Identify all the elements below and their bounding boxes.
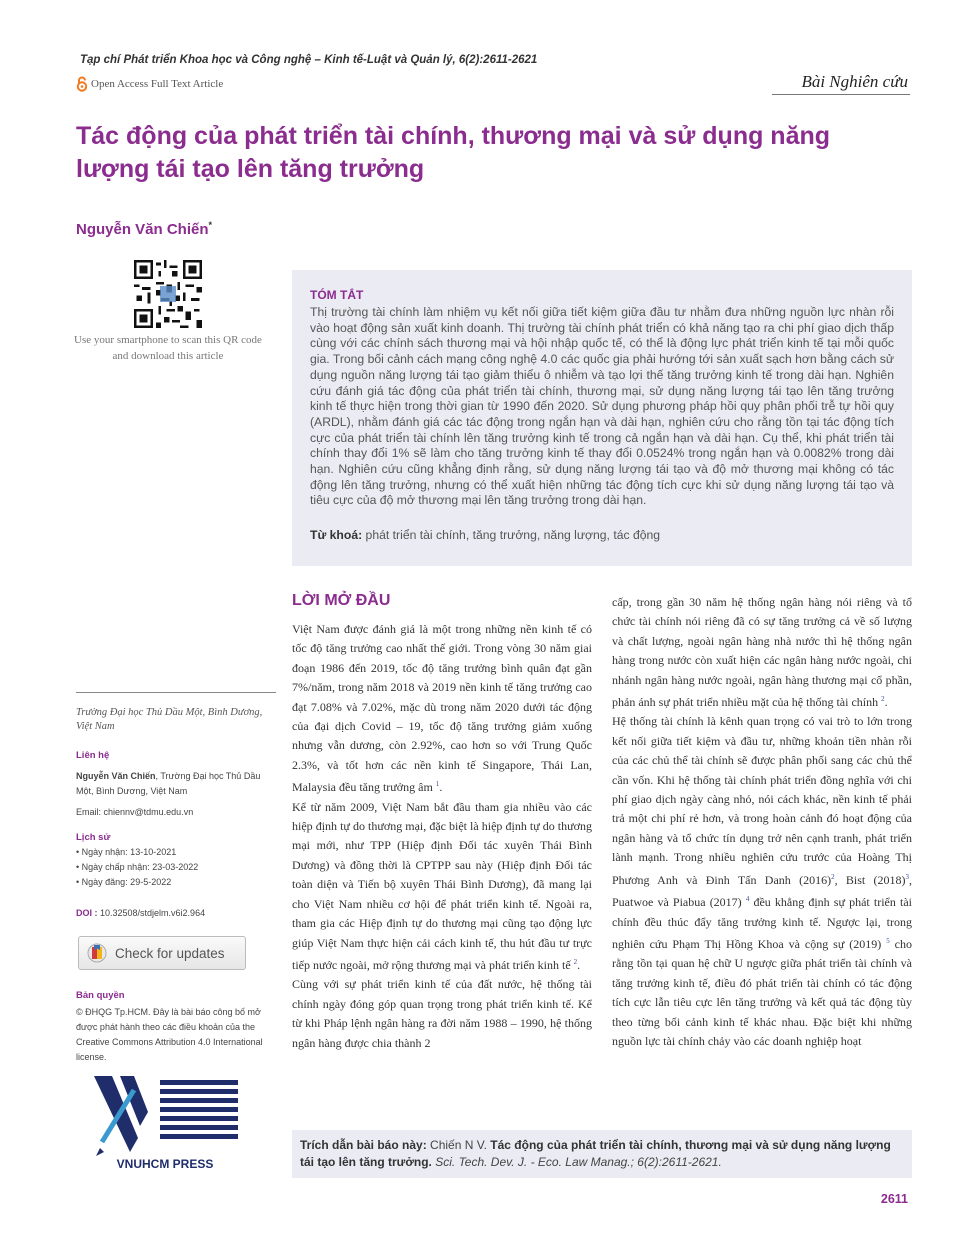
abstract-keywords [310,528,660,542]
sidebar-rule [76,692,276,693]
contact-block [76,748,272,820]
citation-ref[interactable]: 2 [573,957,578,966]
contact-email[interactable]: Email: chiennv@tdmu.edu.vn [76,807,194,817]
article-type: Bài Nghiên cứu [801,72,908,91]
press-name [117,1157,214,1171]
citation-ref[interactable]: 2 [831,872,835,881]
paragraph-text: . [884,695,888,710]
intro-column-2 [612,593,912,1051]
citation-ref[interactable]: 4 [745,895,750,904]
intro-paragraph [292,620,592,798]
doi-value: 10.32508/stdjelm.v6i2.964 [97,908,206,918]
paragraph-text: , Puatwoe và Piabua (2017) [612,872,912,910]
open-access-line [76,76,223,92]
accepted-date: • Ngày chấp nhận: 23-03-2022 [76,862,199,872]
check-updates-label: Check for updates [115,945,225,961]
copyright-block [76,988,276,1065]
citation-label: Trích dẫn bài báo này: [300,1138,427,1152]
citation-ref[interactable]: 2 [881,695,885,704]
copyright-text: © ĐHQG Tp.HCM. Đây là bài báo công bố mở được phát hành theo các điều khoản của the Creative Commons Attribution 4.0 International license. [76,1007,263,1062]
affiliation: Trường Đại học Thủ Dầu Một, Bình Dương, Việt Nam [76,707,263,732]
qr-caption: Use your smartphone to scan this QR code and download this article [74,334,262,362]
article-title: Tác động của phát triển tài chính, thương mại và sử dụng năng lượng tái tạo lên tăng trưởng [76,122,831,183]
contact-rest: , Trường Đại học Thủ Dầu Một, Bình Dương, Việt Nam [76,771,261,796]
check-for-updates-button[interactable] [78,936,246,970]
journal-line: Tạp chí Phát triển Khoa học và Công nghệ – Kinh tế-Luật và Quản lý, 6(2):2611-2621 [80,54,538,66]
qr-code-icon[interactable] [134,260,202,328]
keywords-label: Từ khoá: [310,528,363,542]
author-name: Nguyễn Văn Chiến [76,221,209,238]
paragraph-text: . [577,957,581,972]
open-access-icon [76,76,88,92]
intro-paragraph [292,798,592,976]
intro-heading: LỜI MỞ ĐẦU [292,592,391,609]
paragraph-text: Kể từ năm 2009, Việt Nam bắt đầu tham gia nhiều vào các hiệp định tự do thương mại, đặc biệt là hiệp định tự do thương mại mới, như TPP (Hiệp định Đối tác xuyên Thái Bình Dương) và đồng thời là CPTPP sau này (Hiệp định Đối tác toàn diện và Tiến bộ xuyên Thái Bình Dương), đã mang lại cho Việt Nam nhiều cơ hội để phát triển kinh tế. Ngoài ra, tham gia các Hiệp định tự do thương mại cũng tạo động lực giúp Việt Nam thực hiện cải cách kinh tế, thu hút đầu tư trực tiếp nước ngoài, mở rộng thương mại và phát triển kinh tế [292,799,592,972]
contact-text [76,769,272,799]
paragraph-text: đều khẳng định sự phát triển tài chính đều thúc đẩy tăng trưởng kinh tế. Ngược lại, trong nghiên cứu Phạm Thị Hồng Khoa và cộng sự (2019) [612,895,912,951]
citation-title: Tác động của phát triển tài chính, thương mại và sử dụng năng lượng tái tạo lên tăng trưởng. [300,1138,891,1169]
intro-column-1 [292,620,592,1053]
author-line[interactable] [76,220,212,238]
received-date: • Ngày nhận: 13-10-2021 [76,847,177,857]
paragraph-text: cho rằng tồn tại quan hệ chữ U ngược giữa phát triển tài chính và tăng trưởng kinh tế, điều đó phát triển tài chính có tác động tích cực lẫn tiêu cực lên tăng trưởng và kết quả tác động tùy theo từng bối cảnh kinh tế khác nhau. Đặc biệt khi những nguồn lực tài chính chảy vào các doanh nghiệp hoạt [612,936,913,1048]
copyright-label: Bản quyền [76,990,125,1001]
citation-author: Chiến N V. [426,1138,491,1152]
open-access-text: Open Access Full Text Article [91,78,224,90]
paragraph-text: . [439,780,443,795]
author-mark: * [208,220,213,230]
citation-source: Sci. Tech. Dev. J. - Eco. Law Manag.; 6(2):2611-2621. [431,1155,722,1169]
press-name-text: VNUHCM PRESS [116,1157,214,1171]
history-label: Lịch sử [76,832,111,843]
abstract-heading: TÓM TẮT [310,288,364,302]
intro-paragraph [292,975,592,1053]
doi-line[interactable] [76,906,205,921]
intro-paragraph [612,593,912,712]
contact-label: Liên hệ [76,750,110,761]
paragraph-text: cấp, trong gần 30 năm hệ thống ngân hàng nói riêng và tổ chức tài chính nói riêng đã có sự tăng trưởng cả về số lượng và chất lượng, ngoài ngân hàng nhà nước thì hệ thống ngân hàng trong nước còn xuất hiện các ngân hàng nước ngoài, chi nhánh ngân hàng nước ngoài, ngân hàng thương mại cổ phần, phản ánh sự phát triển nhiều mặt của hệ thống tài chính [612,595,912,710]
published-date: • Ngày đăng: 29-5-2022 [76,877,172,887]
paragraph-text: Việt Nam được đánh giá là một trong những nền kinh tế có tốc độ tăng trưởng cao nhất thế giới. Trong vòng 30 năm giai đoạn 1986 đến 2019, tốc độ tăng trưởng bình quân đạt gần 7%/năm, trong năm 2018 và 2019 nền kinh tế tăng trưởng cao đạt 7.08% và 7.02%, mặc dù trong năm 2020 dưới tác động của đại dịch Covid – 19, tốc độ tăng trưởng giảm xuống nhưng vẫn dương, còn 2.92%, cao hơn so với Trung Quốc 2.3%, và tốt hơn các nền kinh tế Singapore, Thái Lan, Malaysia đều tăng trưởng âm [292,622,592,795]
check-updates-icon [87,943,107,963]
history-block [76,830,198,890]
citation-box [292,1130,912,1178]
page-number: 2611 [880,1192,908,1206]
abstract-box [292,270,912,566]
citation-text [300,1137,900,1171]
citation-ref[interactable]: 5 [886,936,890,945]
doi-label: DOI : [76,908,98,918]
paragraph-text: , Bist (2018) [834,872,906,887]
paragraph-text: Cùng với sự phát triển kinh tế của đất nước, hệ thống tài chính ngày đóng góp quan trọng trong phát triển kinh tế. Kể từ khi Pháp lệnh ngân hàng ra đời năm 1988 – 1990, hệ thống ngân hàng được chia thành 2 [292,977,592,1050]
paragraph-text: Hệ thống tài chính là kênh quan trọng có vai trò to lớn trong kết nối giữa tiết kiệm và đầu tư, những khoản tiền nhàn rỗi của các chủ thể tài chính sẽ được phân phối sang các chủ thể cần vốn. Khi hệ thống tài chính phát triển đồng nghĩa với chi phí giao dịch ngày càng nhỏ, nói cách khác, nền kinh tế phải trả một chi phí rẻ hơn, và trong hoàn cảnh đó hoạt động của ngân hàng và tổ chức tín dụng trở nên cạnh tranh, phát triển lành mạnh. Trong nhiều nghiên cứu trước của Hoàng Thị Phương Anh và Đinh Tấn Danh (2016) [612,714,912,887]
citation-ref[interactable]: 3 [905,872,909,881]
article-type-rule [772,94,910,95]
citation-ref[interactable]: 1 [435,780,440,789]
contact-name: Nguyễn Văn Chiến [76,771,156,781]
intro-paragraph [612,712,912,1051]
abstract-text: Thị trường tài chính làm nhiệm vụ kết nối giữa tiết kiệm giữa đầu tư nhằm đưa những nguồn lực nhàn rỗi vào hoạt động sản xuất kinh doanh. Thị trường tài chính phát triển có khả năng tạo ra chi phí giao dịch thấp cùng với các chính sách thương mại và hội nhập quốc tế, có thể là động lực phát triển kinh tế tại mỗi quốc gia. Trong bối cảnh cách mạng công nghệ 4.0 các quốc gia phải hướng tới sản xuất sạch hơn bằng cách sử dụng nguồn năng lượng tái tạo giảm thiểu ô nhiễm và tạo lợi thế tăng trưởng kinh tế trong dài hạn. Nghiên cứu đánh giá tác động của phát triển tài chính, thương mại, sử dụng năng lượng tái tạo lên tăng trưởng kinh tế thực hiện trong thời gian từ 1990 đến 2020. Sử dụng phương pháp hồi quy phân phối trễ tự hồi quy (ARDL), nhằm đánh giá các tác động trong ngắn hạn và dài hạn, nghiên cứu cho rằng tồn tại tác động tích cực của phát triển tài chính lên tăng trưởng kinh tế trong cả ngắn hạn và dài hạn. Cụ thể, khi phát triển tài chính thay đổi 1% sẽ làm cho tăng trưởng kinh tế thay đổi 0.0524% trong ngắn hạn và 0.0082% trong dài hạn. Nghiên cứu cũng khẳng định rằng, sử dụng năng lượng tái tạo và độ mở thương mại không có tác động lên tăng trưởng, nhưng có thể xuất hiện những tác động tích cực khi sử dụng năng lượng tái tạo và tiêu cực của độ mở thương mại lên tăng trưởng trong dài hạn. [310,305,894,508]
vnuhcm-press-logo-icon [90,1072,240,1178]
keywords-text: phát triển tài chính, tăng trưởng, năng lượng, tác động [362,528,661,542]
